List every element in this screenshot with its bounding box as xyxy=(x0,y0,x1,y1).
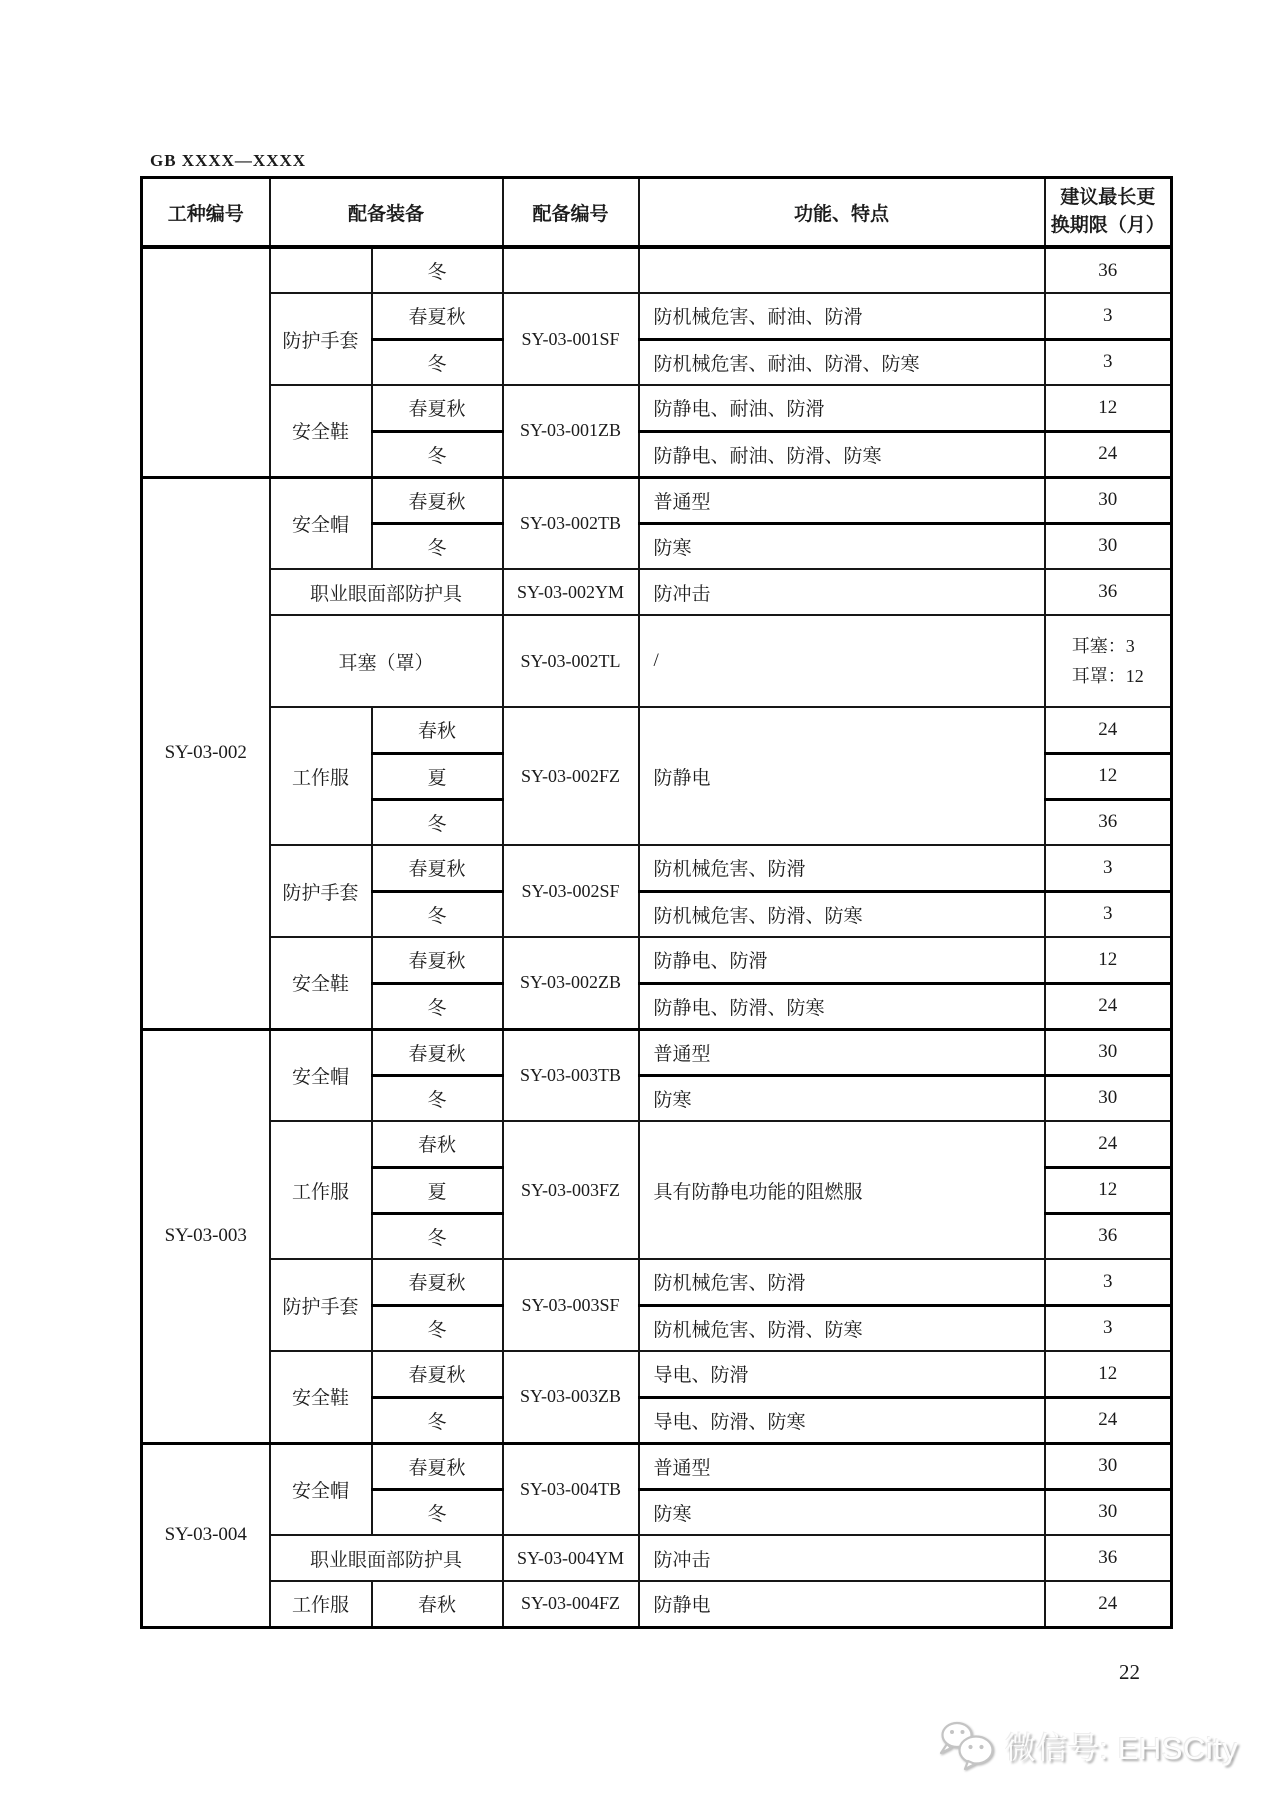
table-row xyxy=(142,247,1172,293)
cell-equip: 耳塞（罩） xyxy=(270,615,503,707)
cell-term: 3 xyxy=(1045,339,1172,385)
cell-season: 冬 xyxy=(372,983,503,1029)
table-row xyxy=(142,615,1172,707)
cell-equip: 防护手套 xyxy=(270,293,372,385)
table-row xyxy=(142,707,1172,753)
cell-season: 春夏秋 xyxy=(372,1351,503,1397)
cell-term: 30 xyxy=(1045,477,1172,523)
cell-season: 冬 xyxy=(372,891,503,937)
table-row xyxy=(142,845,1172,891)
cell-feat: 防寒 xyxy=(639,1489,1045,1535)
cell-job: SY-03-003 xyxy=(142,1029,270,1443)
table-row xyxy=(142,293,1172,339)
ppe-table-body xyxy=(142,247,1172,1627)
cell-season: 冬 xyxy=(372,523,503,569)
cell-term: 24 xyxy=(1045,983,1172,1029)
cell-season: 冬 xyxy=(372,1075,503,1121)
cell-term: 36 xyxy=(1045,247,1172,293)
cell-job: SY-03-004 xyxy=(142,1443,270,1627)
cell-feat xyxy=(639,247,1045,293)
cell-feat: 导电、防滑、防寒 xyxy=(639,1397,1045,1443)
cell-feat: 防冲击 xyxy=(639,1535,1045,1581)
cell-equip: 工作服 xyxy=(270,707,372,845)
page-number: 22 xyxy=(1119,1660,1140,1684)
cell-equip: 安全帽 xyxy=(270,477,372,569)
cell-season: 冬 xyxy=(372,1213,503,1259)
cell-code: SY-03-004YM xyxy=(503,1535,639,1581)
cell-feat: 防静电、防滑、防寒 xyxy=(639,983,1045,1029)
doc-code: GB XXXX—XXXX xyxy=(150,151,307,170)
cell-equip: 安全鞋 xyxy=(270,937,372,1029)
cell-feat: 普通型 xyxy=(639,477,1045,523)
cell-season: 冬 xyxy=(372,1305,503,1351)
table-row xyxy=(142,1121,1172,1167)
cell-term: 36 xyxy=(1045,1213,1172,1259)
cell-term: 3 xyxy=(1045,293,1172,339)
cell-equip: 防护手套 xyxy=(270,1259,372,1351)
cell-job: SY-03-002 xyxy=(142,477,270,1029)
cell-season: 春秋 xyxy=(372,707,503,753)
cell-feat: 普通型 xyxy=(639,1029,1045,1075)
cell-feat: 防寒 xyxy=(639,1075,1045,1121)
header-term xyxy=(1045,178,1172,248)
cell-season: 春夏秋 xyxy=(372,1029,503,1075)
watermark-text: 微信号: EHSCity xyxy=(1005,1730,1239,1766)
cell-equip: 职业眼面部防护具 xyxy=(270,569,503,615)
cell-code: SY-03-002SF xyxy=(503,845,639,937)
header-job-code: 工种编号 xyxy=(142,178,270,248)
table-row xyxy=(142,937,1172,983)
cell-term: 12 xyxy=(1045,1351,1172,1397)
cell-feat: 防机械危害、防滑、防寒 xyxy=(639,1305,1045,1351)
cell-code: SY-03-002YM xyxy=(503,569,639,615)
cell-season: 冬 xyxy=(372,247,503,293)
cell-term: 30 xyxy=(1045,1443,1172,1489)
cell-season: 冬 xyxy=(372,1397,503,1443)
cell-term: 耳塞：3 耳罩：12 xyxy=(1045,615,1172,707)
cell-feat: 防静电、耐油、防滑 xyxy=(639,385,1045,431)
cell-code: SY-03-002ZB xyxy=(503,937,639,1029)
cell-season: 春夏秋 xyxy=(372,845,503,891)
cell-season: 冬 xyxy=(372,1489,503,1535)
cell-equip: 安全帽 xyxy=(270,1443,372,1535)
cell-equip: 职业眼面部防护具 xyxy=(270,1535,503,1581)
cell-season: 春夏秋 xyxy=(372,385,503,431)
cell-feat: 导电、防滑 xyxy=(639,1351,1045,1397)
cell-term: 30 xyxy=(1045,523,1172,569)
cell-equip: 工作服 xyxy=(270,1581,372,1627)
watermark xyxy=(938,1720,1238,1770)
header-features: 功能、特点 xyxy=(639,178,1045,248)
table-row xyxy=(142,1259,1172,1305)
cell-term: 24 xyxy=(1045,707,1172,753)
cell-season: 春秋 xyxy=(372,1121,503,1167)
cell-term: 30 xyxy=(1045,1029,1172,1075)
cell-feat: 具有防静电功能的阻燃服 xyxy=(639,1121,1045,1259)
cell-feat: 防机械危害、防滑 xyxy=(639,1259,1045,1305)
cell-code: SY-03-002FZ xyxy=(503,707,639,845)
cell-code: SY-03-004FZ xyxy=(503,1581,639,1627)
cell-feat: 防机械危害、防滑、防寒 xyxy=(639,891,1045,937)
table-row xyxy=(142,385,1172,431)
cell-season: 春夏秋 xyxy=(372,937,503,983)
cell-job xyxy=(142,247,270,477)
cell-term: 36 xyxy=(1045,799,1172,845)
cell-term: 36 xyxy=(1045,569,1172,615)
table-row xyxy=(142,1351,1172,1397)
table-header-row xyxy=(142,178,1172,248)
table-row xyxy=(142,1581,1172,1627)
cell-term: 3 xyxy=(1045,845,1172,891)
cell-season: 春秋 xyxy=(372,1581,503,1627)
cell-season: 冬 xyxy=(372,431,503,477)
cell-term: 3 xyxy=(1045,1305,1172,1351)
cell-season: 春夏秋 xyxy=(372,293,503,339)
ppe-table xyxy=(140,176,1173,1629)
cell-feat: 普通型 xyxy=(639,1443,1045,1489)
cell-equip: 防护手套 xyxy=(270,845,372,937)
cell-term: 12 xyxy=(1045,1167,1172,1213)
cell-season: 冬 xyxy=(372,339,503,385)
cell-season: 春夏秋 xyxy=(372,1443,503,1489)
cell-code: SY-03-003ZB xyxy=(503,1351,639,1443)
cell-equip xyxy=(270,247,372,293)
cell-code: SY-03-002TL xyxy=(503,615,639,707)
cell-feat: 防静电 xyxy=(639,1581,1045,1627)
cell-term: 24 xyxy=(1045,431,1172,477)
cell-term: 36 xyxy=(1045,1535,1172,1581)
cell-season: 冬 xyxy=(372,799,503,845)
cell-term: 30 xyxy=(1045,1489,1172,1535)
cell-term: 24 xyxy=(1045,1397,1172,1443)
cell-equip: 工作服 xyxy=(270,1121,372,1259)
header-equipment-code: 配备编号 xyxy=(503,178,639,248)
cell-term: 12 xyxy=(1045,937,1172,983)
cell-feat: 防机械危害、防滑 xyxy=(639,845,1045,891)
header-equipment: 配备装备 xyxy=(270,178,503,248)
table-row xyxy=(142,1029,1172,1075)
table-row xyxy=(142,477,1172,523)
header-term-line2: 换期限（月） xyxy=(1050,215,1165,236)
cell-term: 24 xyxy=(1045,1121,1172,1167)
cell-term: 12 xyxy=(1045,385,1172,431)
cell-feat: 防静电、防滑 xyxy=(639,937,1045,983)
cell-code: SY-03-001SF xyxy=(503,293,639,385)
cell-term: 3 xyxy=(1045,1259,1172,1305)
cell-feat: 防静电、耐油、防滑、防寒 xyxy=(639,431,1045,477)
cell-feat: / xyxy=(639,615,1045,707)
cell-feat: 防寒 xyxy=(639,523,1045,569)
cell-code: SY-03-001ZB xyxy=(503,385,639,477)
cell-code: SY-03-002TB xyxy=(503,477,639,569)
cell-equip: 安全鞋 xyxy=(270,385,372,477)
cell-season: 夏 xyxy=(372,753,503,799)
cell-feat: 防机械危害、耐油、防滑 xyxy=(639,293,1045,339)
cell-equip: 安全鞋 xyxy=(270,1351,372,1443)
wechat-icon xyxy=(938,1720,998,1770)
table-row xyxy=(142,1443,1172,1489)
cell-feat: 防静电 xyxy=(639,707,1045,845)
header-term-line1: 建议最长更 xyxy=(1060,187,1156,208)
cell-season: 春夏秋 xyxy=(372,1259,503,1305)
cell-code xyxy=(503,247,639,293)
cell-season: 春夏秋 xyxy=(372,477,503,523)
cell-term: 30 xyxy=(1045,1075,1172,1121)
cell-code: SY-03-003FZ xyxy=(503,1121,639,1259)
cell-term: 3 xyxy=(1045,891,1172,937)
cell-code: SY-03-003SF xyxy=(503,1259,639,1351)
cell-term: 12 xyxy=(1045,753,1172,799)
cell-equip: 安全帽 xyxy=(270,1029,372,1121)
cell-code: SY-03-004TB xyxy=(503,1443,639,1535)
table-row xyxy=(142,1535,1172,1581)
table-row xyxy=(142,569,1172,615)
cell-code: SY-03-003TB xyxy=(503,1029,639,1121)
cell-feat: 防冲击 xyxy=(639,569,1045,615)
cell-term: 24 xyxy=(1045,1581,1172,1627)
cell-season: 夏 xyxy=(372,1167,503,1213)
cell-feat: 防机械危害、耐油、防滑、防寒 xyxy=(639,339,1045,385)
